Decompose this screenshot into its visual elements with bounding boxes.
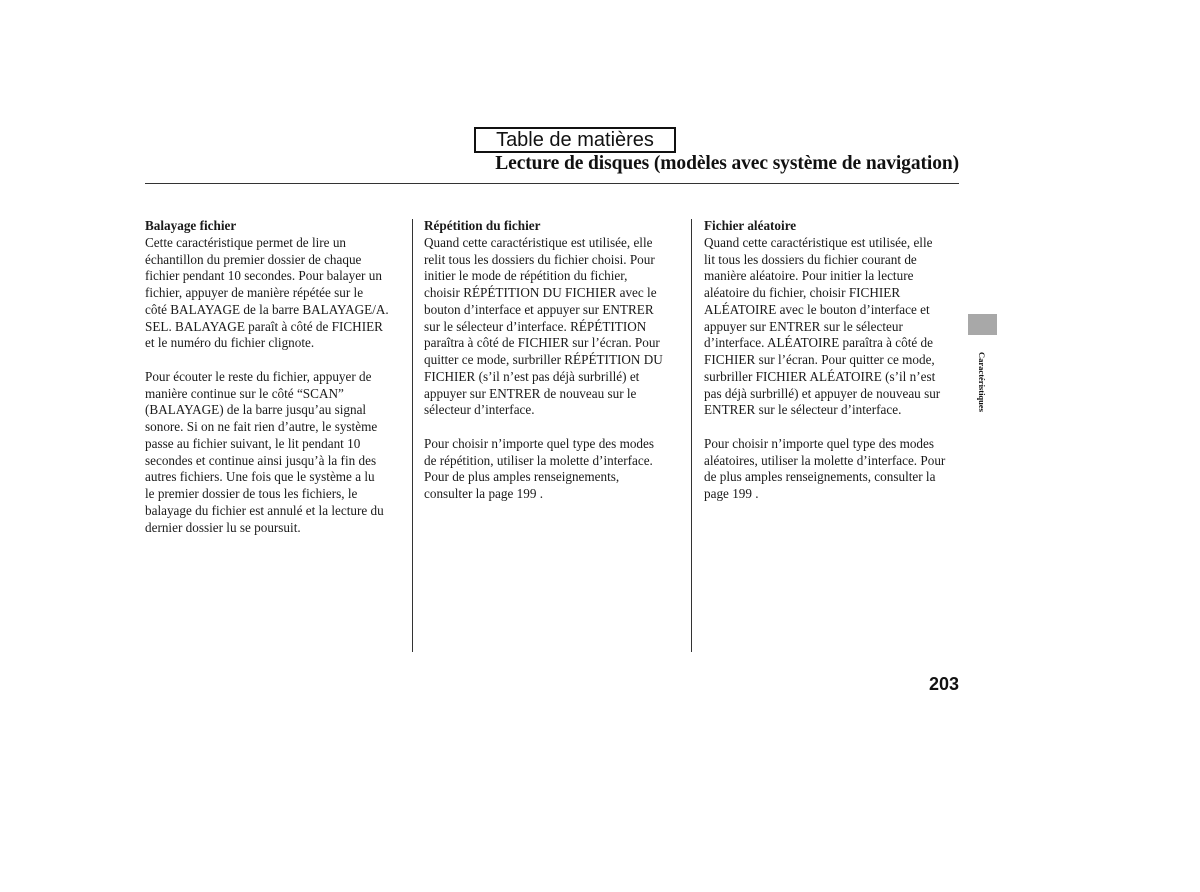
text-line: et le numéro du fichier clignote. <box>145 335 315 351</box>
paragraph <box>704 235 945 419</box>
text-line: de plus amples renseignements, consulter la <box>704 469 936 485</box>
table-of-contents-button[interactable]: Table de matières <box>474 127 676 153</box>
paragraph <box>145 235 389 352</box>
text-line: Pour de plus amples renseignements, <box>424 469 620 485</box>
text-line: quitter ce mode, surbriller RÉPÉTITION DU <box>424 352 663 367</box>
page-number: 203 <box>928 674 959 694</box>
paragraph <box>704 436 945 503</box>
column-fichier-aleatoire <box>704 218 945 503</box>
section-heading: Répétition du fichier <box>424 218 541 233</box>
text-line: aléatoire du fichier, choisir FICHIER <box>704 285 901 300</box>
text-line: côté BALAYAGE de la barre BALAYAGE/A. <box>145 301 389 317</box>
text-line: manière continue sur le côté “SCAN” <box>145 385 344 401</box>
text-line: sélecteur d’interface. <box>424 402 535 418</box>
text-line: FICHIER sur l’écran. Pour quitter ce mode, <box>704 352 935 367</box>
text-line: appuyer sur ENTRER sur le sélecteur <box>704 318 903 334</box>
paragraph <box>424 235 663 419</box>
column-balayage-fichier <box>145 218 389 536</box>
text-line: appuyer sur ENTRER de nouveau sur le <box>424 385 637 401</box>
text-line: manière aléatoire. Pour initier la lecture <box>704 268 914 284</box>
section-thumb-tab <box>968 314 997 335</box>
text-line: de répétition, utiliser la molette d’interface. <box>424 452 653 468</box>
text-line: surbriller FICHIER ALÉATOIRE (s’il n’est <box>704 368 936 384</box>
section-tab-label <box>975 342 988 422</box>
text-line: lit tous les dossiers du fichier courant de <box>704 251 917 267</box>
text-line: paraîtra à côté de FICHIER sur l’écran. Pour <box>424 335 660 351</box>
text-line: Cette caractéristique permet de lire un <box>145 234 347 250</box>
text-line: balayage du fichier est annulé et la lecture du <box>145 502 384 518</box>
text-line: aléatoires, utiliser la molette d’interface. Pour <box>704 452 946 468</box>
text-line: FICHIER (s’il n’est pas déjà surbrillé) et <box>424 368 640 384</box>
text-line: fichier, appuyer de manière répétée sur le <box>145 285 364 300</box>
paragraph <box>424 436 663 503</box>
text-line: SEL. BALAYAGE paraît à côté de FICHIER <box>145 318 383 334</box>
text-line: secondes et continue ainsi jusqu’à la fin des <box>145 452 377 468</box>
text-line: Pour choisir n’importe quel type des modes <box>704 435 935 451</box>
text-line: Pour choisir n’importe quel type des modes <box>424 435 655 451</box>
text-line: page 199 . <box>704 486 759 501</box>
column-repetition-du-fichier <box>424 218 663 503</box>
text-line: le premier dossier de tous les fichiers, le <box>145 486 358 501</box>
text-line: pas déjà surbrillé) et appuyer de nouveau sur <box>704 385 941 401</box>
text-line: sur le sélecteur d’interface. RÉPÉTITION <box>424 318 647 334</box>
text-line: sonore. Si on ne fait rien d’autre, le système <box>145 419 378 434</box>
text-line: (BALAYAGE) de la barre jusqu’au signal <box>145 402 367 418</box>
column-divider <box>412 219 413 652</box>
text-line: ALÉATOIRE avec le bouton d’interface et <box>704 301 930 317</box>
text-line: ENTRER sur le sélecteur d’interface. <box>704 402 902 418</box>
section-tab-label-text: Caractéristiques <box>976 352 987 412</box>
text-line: relit tous les dossiers du fichier choisi. Pour <box>424 251 655 267</box>
header-rule <box>145 183 959 184</box>
column-divider <box>691 219 692 652</box>
section-heading: Fichier aléatoire <box>704 218 797 233</box>
page-title: Lecture de disques (modèles avec système de navigation) <box>495 153 959 174</box>
text-line: Pour écouter le reste du fichier, appuyer de <box>145 368 372 384</box>
text-line: passe au fichier suivant, le lit pendant 10 <box>145 435 361 451</box>
text-line: autres fichiers. Une fois que le système a lu <box>145 469 375 485</box>
paragraph <box>145 369 389 537</box>
text-line: échantillon du premier dossier de chaque <box>145 251 362 267</box>
text-line: dernier dossier lu se poursuit. <box>145 519 301 535</box>
section-heading: Balayage fichier <box>145 218 237 233</box>
text-line: bouton d’interface et appuyer sur ENTRER <box>424 301 654 317</box>
text-line: Quand cette caractéristique est utilisée, elle <box>704 234 933 250</box>
text-line: Quand cette caractéristique est utilisée, elle <box>424 234 653 250</box>
text-line: choisir RÉPÉTITION DU FICHIER avec le <box>424 285 657 300</box>
text-line: initier le mode de répétition du fichier, <box>424 268 628 284</box>
text-line: consulter la page 199 . <box>424 486 544 501</box>
text-line: fichier pendant 10 secondes. Pour balayer un <box>145 268 382 284</box>
text-line: d’interface. ALÉATOIRE paraîtra à côté de <box>704 335 933 351</box>
